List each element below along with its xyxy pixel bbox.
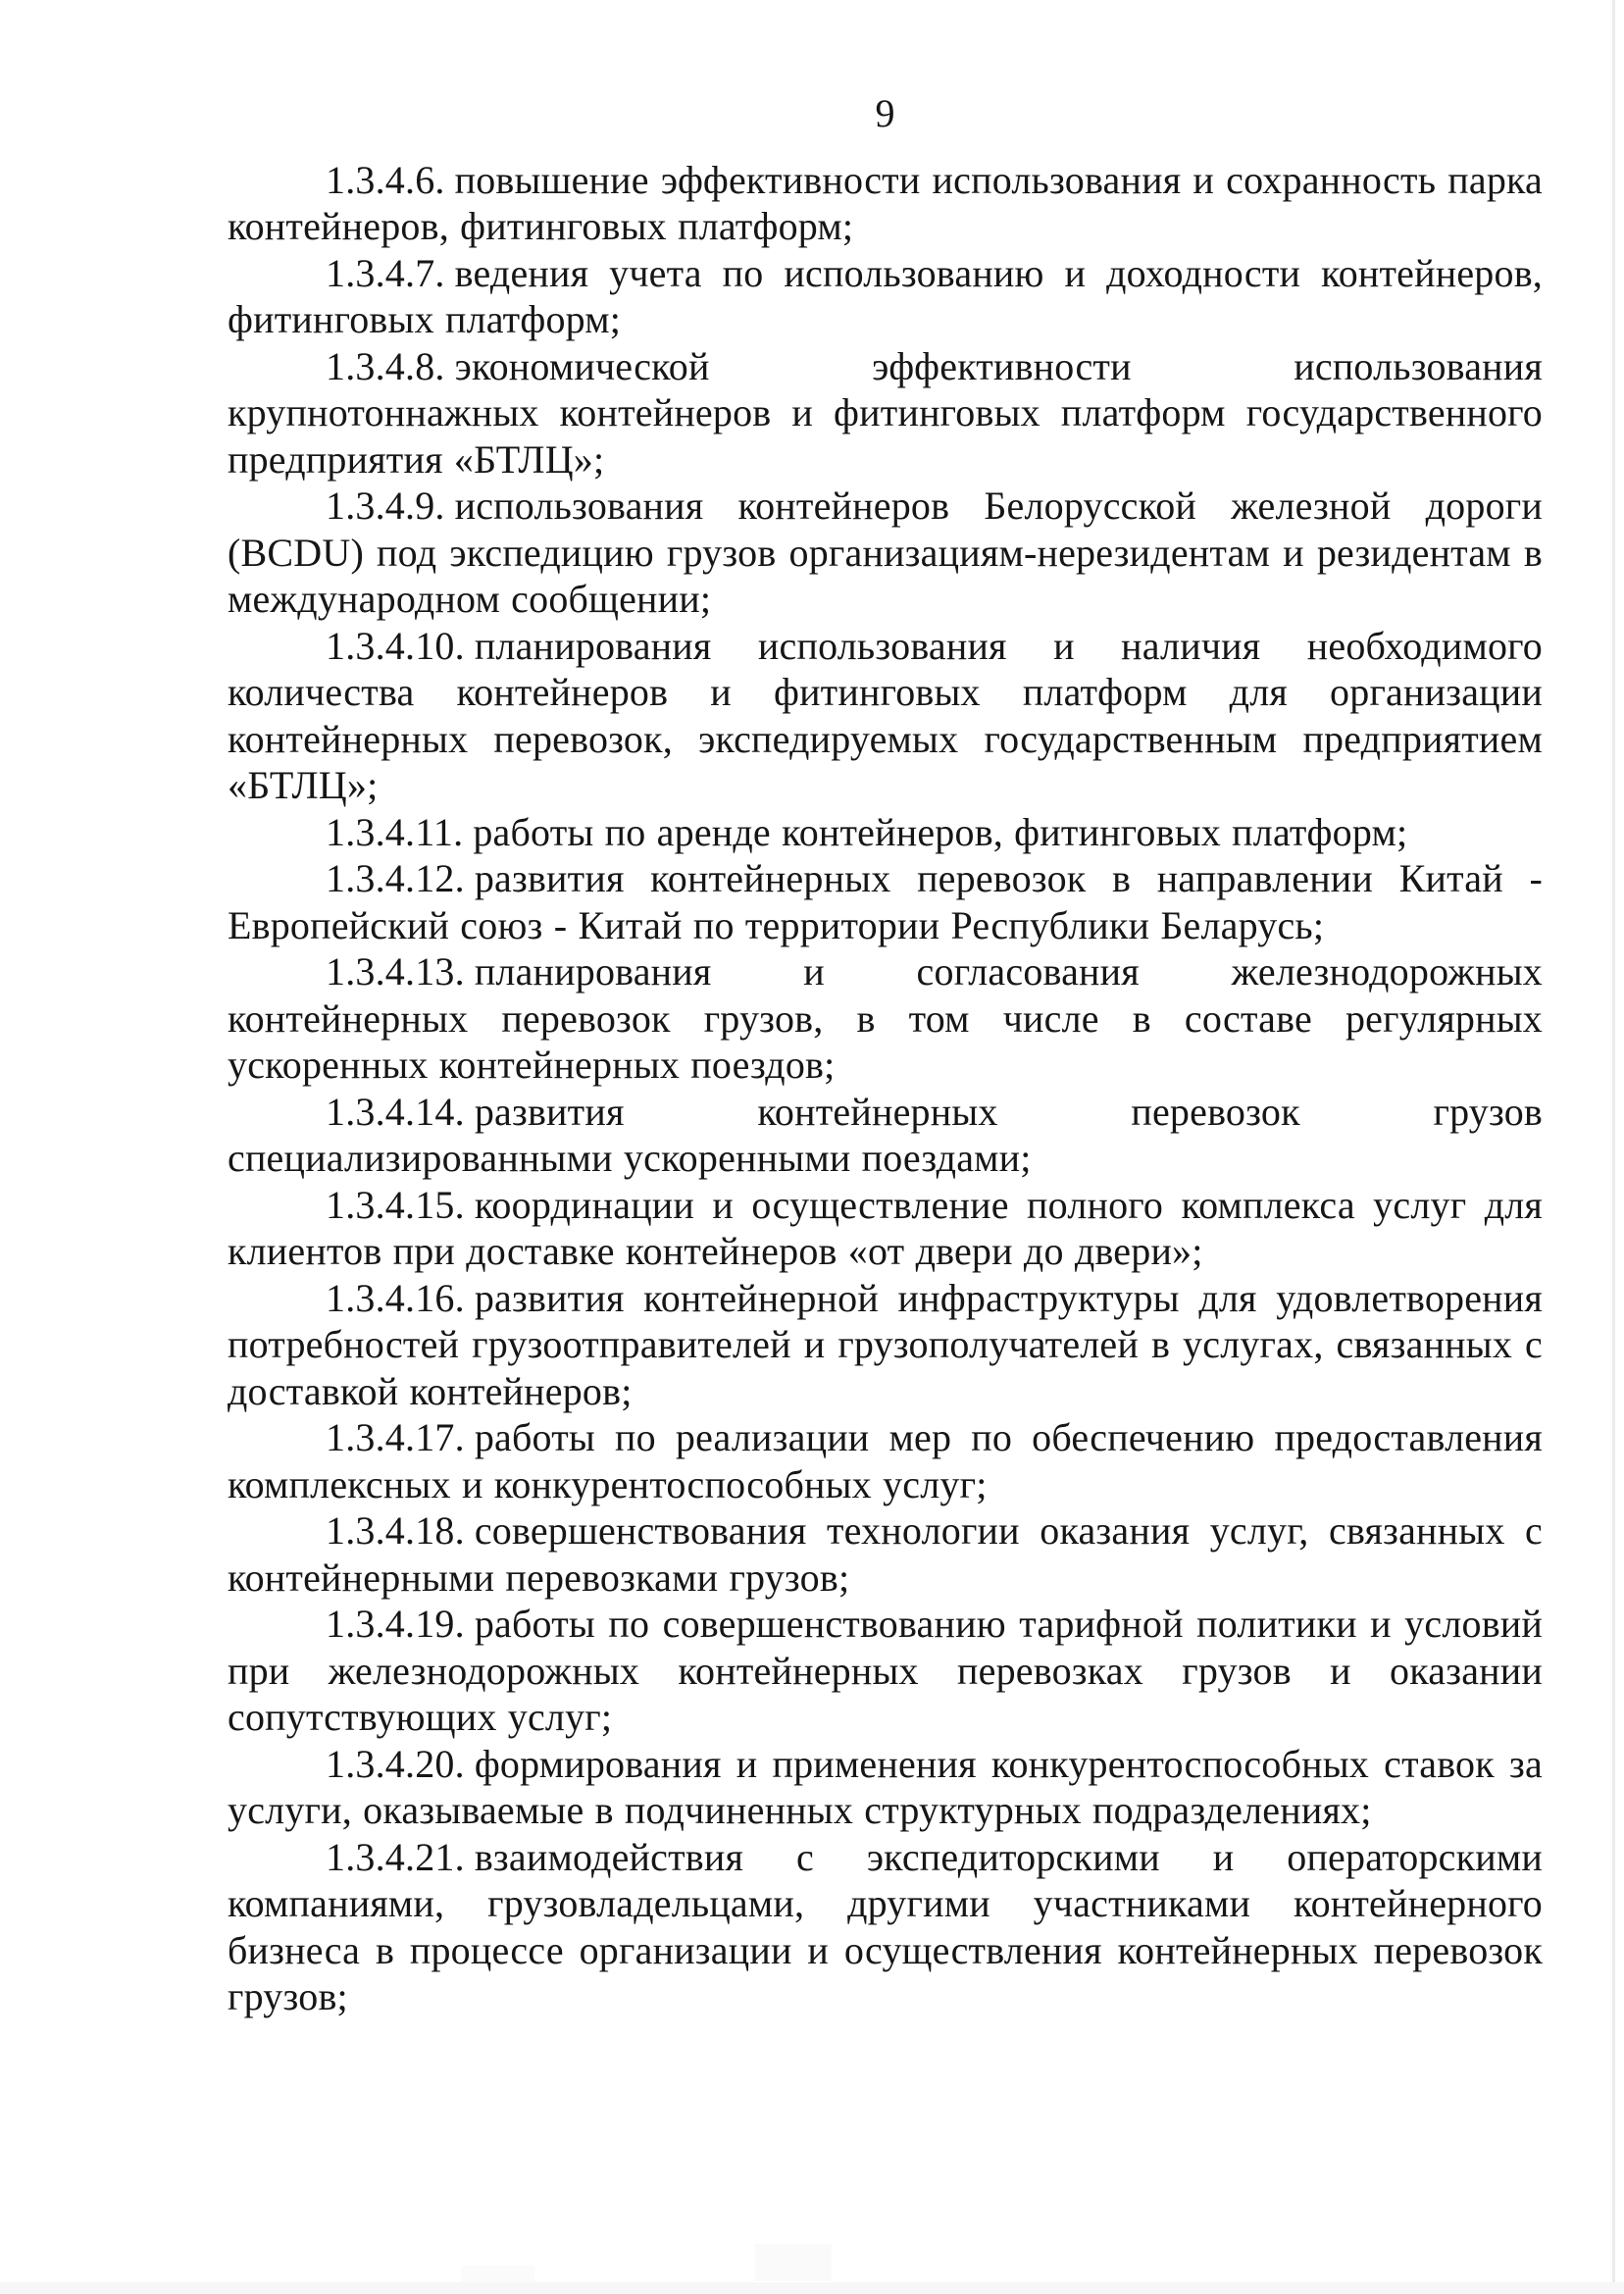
paragraph-number: 1.3.4.9. — [326, 484, 445, 528]
paragraph-number: 1.3.4.21. — [326, 1834, 465, 1879]
paragraph-number: 1.3.4.12. — [326, 856, 465, 900]
paragraph — [228, 1275, 1543, 1415]
paragraph — [228, 1507, 1543, 1601]
paragraph — [228, 343, 1543, 484]
paragraph — [228, 809, 1543, 856]
paragraph — [228, 1741, 1543, 1834]
paragraph-text: работы по аренде контейнеров, фитинговых платформ; — [473, 809, 1408, 854]
paragraph-text: развития контейнерной инфраструктуры для удовлетворения потребностей грузоотправителей и грузополучателей в услугах, связанных с доставкой контейнеров; — [228, 1275, 1543, 1413]
paragraph-text: формирования и применения конкурентоспособных ставок за услуги, оказываемые в подчиненных структурных подразделениях; — [228, 1741, 1543, 1832]
paragraph-number: 1.3.4.19. — [326, 1602, 465, 1646]
paragraph-text: повышение эффективности использования и сохранность парка контейнеров, фитинговых платформ; — [228, 157, 1543, 248]
paragraph-number: 1.3.4.10. — [326, 623, 465, 668]
page-number: 9 — [875, 91, 895, 135]
paragraph — [228, 1834, 1543, 2020]
paragraph-text: планирования использования и наличия необходимого количества контейнеров и фитинговых платформ для организации контейнерных перевозок, экспедируемых государственным предприятием «БТЛЦ»; — [228, 623, 1543, 807]
paragraph-number: 1.3.4.7. — [326, 250, 445, 295]
paragraph-number: 1.3.4.16. — [326, 1275, 465, 1320]
paragraph — [228, 855, 1543, 948]
paragraph-list — [228, 157, 1543, 2020]
paragraph-text: работы по совершенствованию тарифной политики и условий при железнодорожных контейнерных перевозках грузов и оказании сопутствующих услуг; — [228, 1602, 1543, 1739]
paragraph-number: 1.3.4.17. — [326, 1415, 465, 1459]
paragraph-number: 1.3.4.20. — [326, 1741, 465, 1786]
paragraph-text: развития контейнерных перевозок грузов специализированными ускоренными поездами; — [228, 1089, 1543, 1180]
paragraph — [228, 1089, 1543, 1182]
paragraph-text: совершенствования технологии оказания услуг, связанных с контейнерными перевозками грузов; — [228, 1508, 1543, 1600]
paragraph — [228, 250, 1543, 343]
paragraph-text: экономической эффективности использования крупнотоннажных контейнеров и фитинговых платформ государственного предприятия «БТЛЦ»; — [228, 343, 1543, 482]
paragraph — [228, 1601, 1543, 1741]
paragraph-number: 1.3.4.11. — [326, 809, 464, 854]
paragraph-text: ведения учета по использованию и доходности контейнеров, фитинговых платформ; — [228, 250, 1543, 341]
paragraph — [228, 948, 1543, 1089]
paragraph — [228, 623, 1543, 809]
paragraph — [228, 157, 1543, 250]
paragraph-text: использования контейнеров Белорусской железной дороги (BCDU) под экспедицию грузов организациям-нерезидентам и резидентам в международном сообщении; — [228, 484, 1543, 621]
paragraph-number: 1.3.4.18. — [326, 1508, 465, 1553]
scan-edge-stripe — [1612, 0, 1615, 2294]
paragraph-text: планирования и согласования железнодорожных контейнерных перевозок грузов, в том числе в составе регулярных ускоренных контейнерных поездов; — [228, 949, 1543, 1087]
paragraph-number: 1.3.4.14. — [326, 1089, 465, 1134]
scan-smudge — [461, 2266, 534, 2283]
paragraph — [228, 483, 1543, 623]
scan-bottom-band — [0, 2282, 1624, 2294]
paragraph-text: работы по реализации мер по обеспечению предоставления комплексных и конкурентоспособных услуг; — [228, 1415, 1543, 1506]
page-content — [228, 90, 1543, 2020]
paragraph-number: 1.3.4.8. — [326, 343, 445, 388]
paragraph-number: 1.3.4.15. — [326, 1182, 465, 1227]
paragraph-text: развития контейнерных перевозок в направлении Китай - Европейский союз - Китай по территории Республики Беларусь; — [228, 856, 1543, 947]
paragraph-number: 1.3.4.13. — [326, 949, 465, 994]
scan-smudge — [755, 2244, 832, 2281]
paragraph-text: координации и осуществление полного комплекса услуг для клиентов при доставке контейнеров «от двери до двери»; — [228, 1182, 1543, 1273]
paragraph-number: 1.3.4.6. — [326, 157, 445, 202]
paragraph — [228, 1182, 1543, 1275]
paragraph-text: взаимодействия с экспедиторскими и операторскими компаниями, грузовладельцами, другими участниками контейнерного бизнеса в процессе организации и осуществления контейнерных перевозок грузов; — [228, 1834, 1543, 2018]
paragraph — [228, 1414, 1543, 1507]
